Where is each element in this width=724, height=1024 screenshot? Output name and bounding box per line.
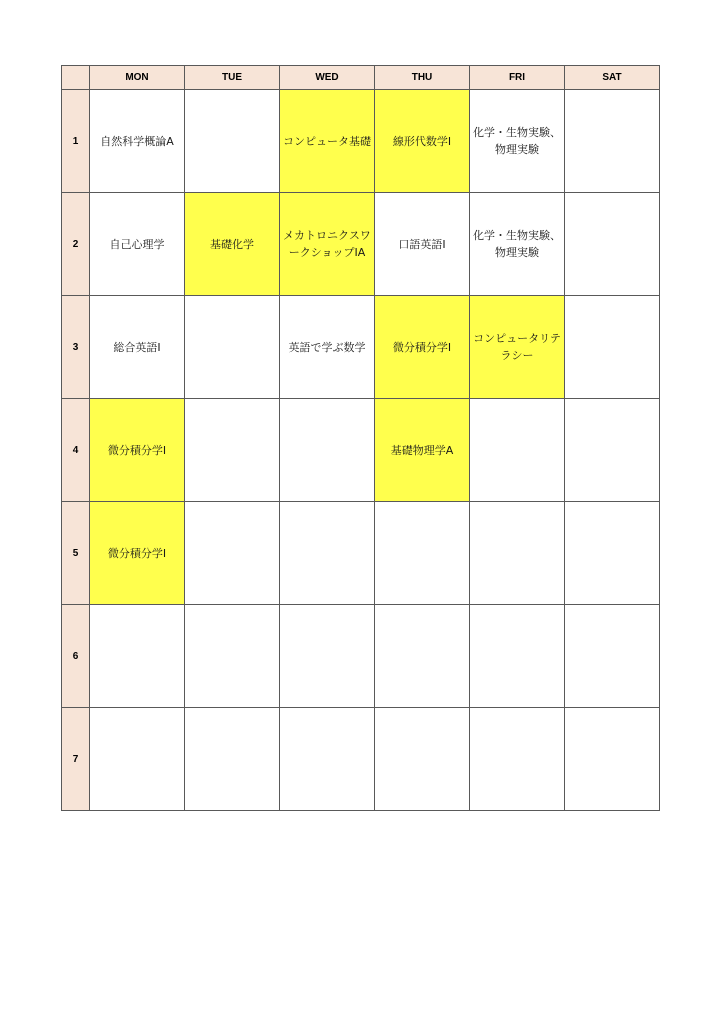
class-cell-wed-1: [280, 90, 375, 193]
class-cell-tue-7: [185, 708, 280, 811]
period-number: 4: [62, 399, 90, 502]
period-number: 3: [62, 296, 90, 399]
class-cell-tue-3: [185, 296, 280, 399]
class-cell-mon-7: [90, 708, 185, 811]
class-cell-fri-6: [470, 605, 565, 708]
class-cell-mon-5: [90, 502, 185, 605]
class-cell-wed-5: [280, 502, 375, 605]
class-name: 英語で学ぶ数学: [288, 340, 366, 354]
class-cell-tue-2: [185, 193, 280, 296]
class-cell-sat-5: [565, 502, 660, 605]
class-cell-thu-2: [375, 193, 470, 296]
class-name: 線形代数学Ⅰ: [392, 134, 452, 148]
day-header-fri: FRI: [470, 66, 565, 90]
period-row-2: [62, 193, 660, 296]
class-cell-sat-7: [565, 708, 660, 811]
period-row-5: [62, 502, 660, 605]
class-name: 微分積分学Ⅰ: [107, 443, 167, 457]
period-row-1: [62, 90, 660, 193]
class-cell-thu-4: [375, 399, 470, 502]
period-number: 1: [62, 90, 90, 193]
class-cell-fri-4: [470, 399, 565, 502]
class-name: コンピュータ基礎: [283, 134, 371, 148]
day-header-sat: SAT: [565, 66, 660, 90]
class-cell-sat-4: [565, 399, 660, 502]
class-cell-mon-6: [90, 605, 185, 708]
class-cell-wed-4: [280, 399, 375, 502]
class-cell-mon-2: [90, 193, 185, 296]
class-name: 基礎化学: [210, 237, 254, 251]
class-cell-fri-5: [470, 502, 565, 605]
class-cell-fri-3: [470, 296, 565, 399]
period-row-4: [62, 399, 660, 502]
class-cell-sat-6: [565, 605, 660, 708]
corner-cell: [62, 66, 90, 90]
period-number: 7: [62, 708, 90, 811]
class-cell-wed-6: [280, 605, 375, 708]
class-cell-thu-1: [375, 90, 470, 193]
day-header-mon: MON: [90, 66, 185, 90]
class-cell-thu-6: [375, 605, 470, 708]
class-cell-tue-6: [185, 605, 280, 708]
class-name: メカトロニクスワークショップⅠA: [283, 229, 371, 259]
day-header-tue: TUE: [185, 66, 280, 90]
period-row-6: [62, 605, 660, 708]
class-cell-thu-3: [375, 296, 470, 399]
class-cell-thu-5: [375, 502, 470, 605]
day-header-thu: THU: [375, 66, 470, 90]
class-cell-sat-1: [565, 90, 660, 193]
period-row-7: [62, 708, 660, 811]
class-cell-fri-2: [470, 193, 565, 296]
class-name: 微分積分学Ⅰ: [392, 340, 452, 354]
timetable: [61, 65, 660, 811]
class-cell-tue-5: [185, 502, 280, 605]
class-name: 化学・生物実験、物理実験: [473, 126, 561, 156]
period-number: 5: [62, 502, 90, 605]
class-cell-sat-3: [565, 296, 660, 399]
timetable-body: [62, 90, 660, 811]
period-number: 2: [62, 193, 90, 296]
class-cell-mon-4: [90, 399, 185, 502]
class-name: 自己心理学: [109, 237, 165, 251]
class-cell-wed-7: [280, 708, 375, 811]
class-cell-sat-2: [565, 193, 660, 296]
class-name: 自然科学概論A: [100, 134, 174, 148]
class-cell-thu-7: [375, 708, 470, 811]
class-name: 化学・生物実験、物理実験: [473, 229, 561, 259]
class-cell-wed-2: [280, 193, 375, 296]
class-cell-tue-4: [185, 399, 280, 502]
class-name: 微分積分学Ⅰ: [107, 546, 167, 560]
class-cell-mon-3: [90, 296, 185, 399]
period-row-3: [62, 296, 660, 399]
header-row: [62, 66, 660, 90]
class-name: 口語英語Ⅰ: [398, 237, 446, 251]
class-cell-tue-1: [185, 90, 280, 193]
class-name: 基礎物理学A: [390, 443, 454, 457]
day-header-wed: WED: [280, 66, 375, 90]
class-cell-fri-7: [470, 708, 565, 811]
class-cell-mon-1: [90, 90, 185, 193]
period-number: 6: [62, 605, 90, 708]
class-cell-fri-1: [470, 90, 565, 193]
class-cell-wed-3: [280, 296, 375, 399]
class-name: 総合英語Ⅰ: [113, 340, 161, 354]
class-name: コンピュータリテラシー: [473, 332, 561, 362]
